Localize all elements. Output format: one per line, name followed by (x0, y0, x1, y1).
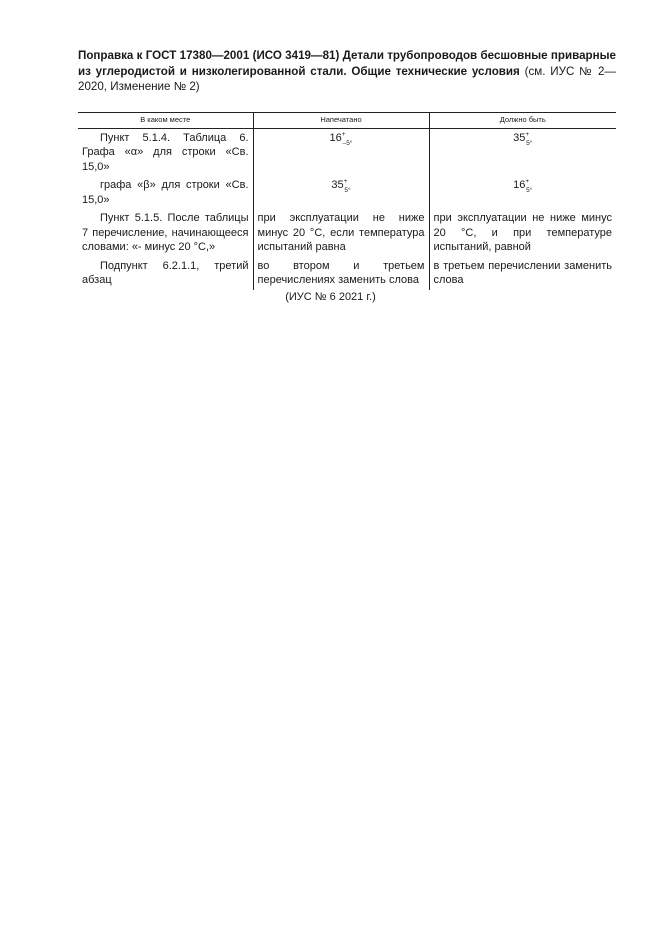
tolerance-base: 16 (513, 179, 526, 191)
row-place-text: Подпункт 6.2.1.1, третий абзац (82, 259, 249, 286)
correction-title-bold: Поправка к ГОСТ 17380—2001 (ИСО 3419—81) Детали трубопроводов бесшовные приварные из углеродистой и низколегированной стали. Общие технические условия (78, 49, 616, 78)
column-header-should-be: Должно быть (429, 113, 616, 129)
row-place (78, 209, 253, 257)
correction-title-reference: (см. ИУС № 2—2020, Изменение № 2) (78, 64, 616, 94)
tolerance-value (513, 178, 532, 195)
row-place-text: Пункт 5.1.4. Таблица 6. Графа «α» для строки «Св. 15,0» (82, 131, 249, 173)
row-should-be-tolerance (429, 176, 616, 209)
row-should-be-tolerance (429, 128, 616, 176)
row-place-text: графа «β» для строки «Св. 15,0» (82, 179, 249, 206)
tolerance-upper: + (341, 130, 346, 138)
row-printed-text: во втором и третьем перечислениях заменить слова (253, 257, 429, 290)
table-row (78, 176, 616, 209)
row-should-be-text: при эксплуатации не ниже минус 20 °С, и при температуре испытаний, равной (429, 209, 616, 257)
column-header-printed: Напечатано (253, 113, 429, 129)
tolerance-value (331, 178, 350, 195)
publication-reference: (ИУС № 6 2021 г.) (285, 291, 376, 303)
table-row (78, 209, 616, 257)
correction-table (78, 112, 616, 290)
tolerance-value (330, 131, 353, 148)
tolerance-base: 16 (329, 131, 342, 144)
tolerance-upper: + (343, 178, 348, 185)
tolerance-lower: 5° (526, 139, 533, 147)
tolerance-value (513, 131, 532, 148)
correction-title (78, 48, 616, 95)
tolerance-upper: + (525, 178, 530, 185)
tolerance-lower: 5° (526, 187, 533, 194)
row-printed-tolerance (253, 128, 429, 176)
row-place-text: Пункт 5.1.5. После таблицы 7 перечисление, начинающееся словами: «- минус 20 °С,» (82, 212, 249, 253)
column-header-place: В каком месте (78, 113, 253, 129)
tolerance-lower: 5° (344, 187, 351, 194)
tolerance-lower: –5° (342, 139, 353, 147)
table-row (78, 257, 616, 290)
row-place (78, 176, 253, 209)
row-place (78, 128, 253, 176)
correction-table-container (78, 112, 616, 290)
row-place (78, 257, 253, 290)
row-printed-text: при эксплуатации не ниже минус 20 °С, если температура испытаний равна (253, 209, 429, 257)
table-header-row (78, 113, 616, 129)
tolerance-upper: + (525, 130, 530, 138)
table-row (78, 128, 616, 176)
row-printed-tolerance (253, 176, 429, 209)
row-should-be-text: в третьем перечислении заменить слова (429, 257, 616, 290)
tolerance-base: 35 (513, 131, 526, 144)
tolerance-base: 35 (331, 179, 344, 191)
